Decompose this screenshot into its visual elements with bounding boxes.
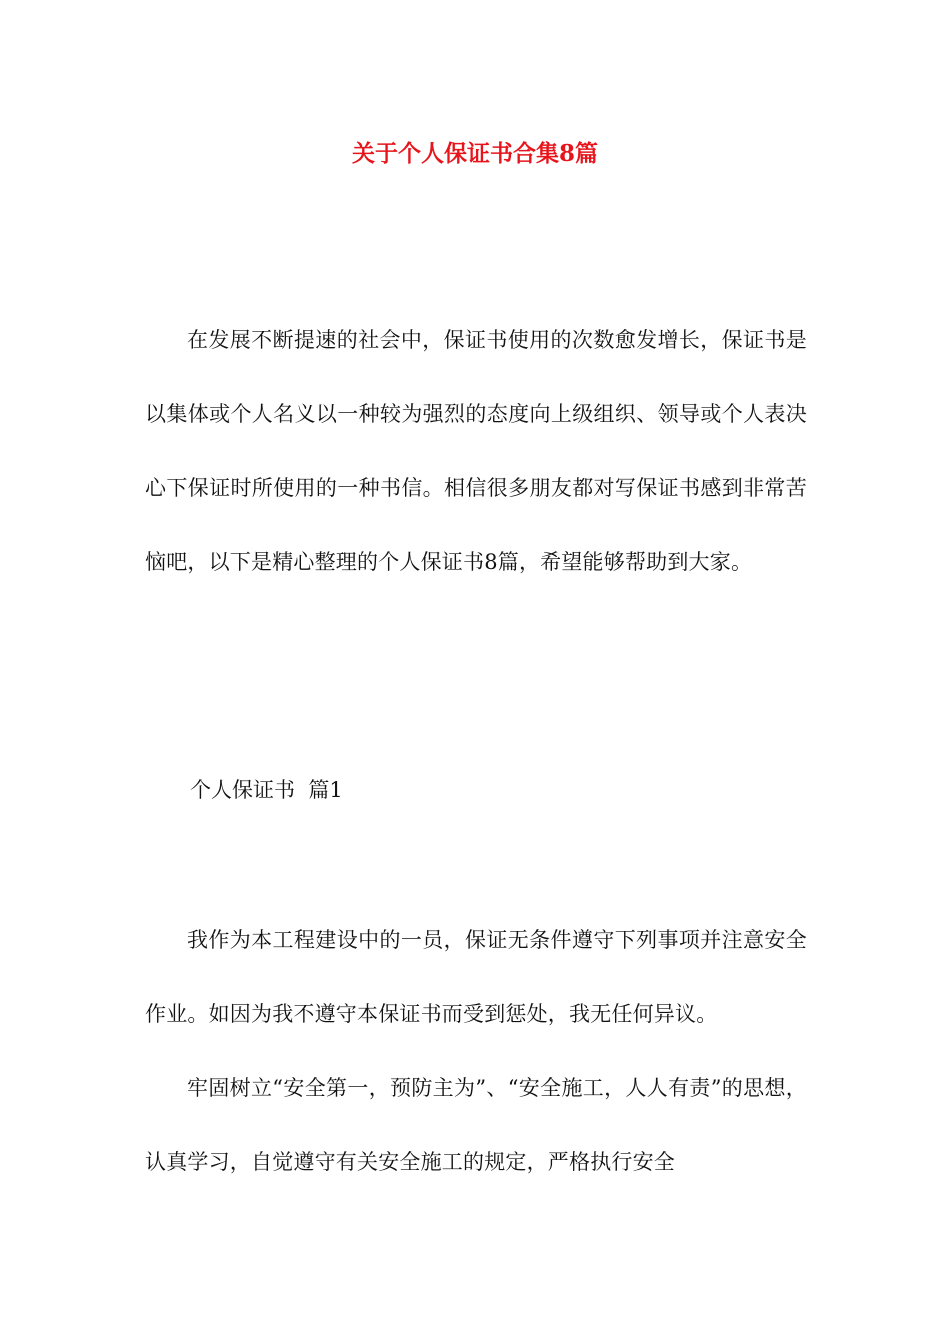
intro-paragraph: 在发展不断提速的社会中，保证书使用的次数愈发增长，保证书是以集体或个人名义以一种较为强烈的态度向上级组织、领导或个人表决心下保证时所使用的一种书信。相信很多朋友都对写保证书感到非常苦恼吧，以下是精心整理的个人保证书8篇，希望能够帮助到大家。 [145,328,807,574]
section-heading: 个人保证书 篇1 [190,778,343,802]
body-paragraph: 我作为本工程建设中的一员，保证无条件遵守下列事项并注意安全作业。如因为我不遵守本保证书而受到惩处，我无任何异议。 [145,928,807,1026]
document-title: 关于个人保证书合集8篇 [351,140,598,167]
body-paragraph: 牢固树立“安全第一，预防主为”、“安全施工，人人有责”的思想，认真学习，自觉遵守有关安全施工的规定，严格执行安全 [145,1076,807,1174]
